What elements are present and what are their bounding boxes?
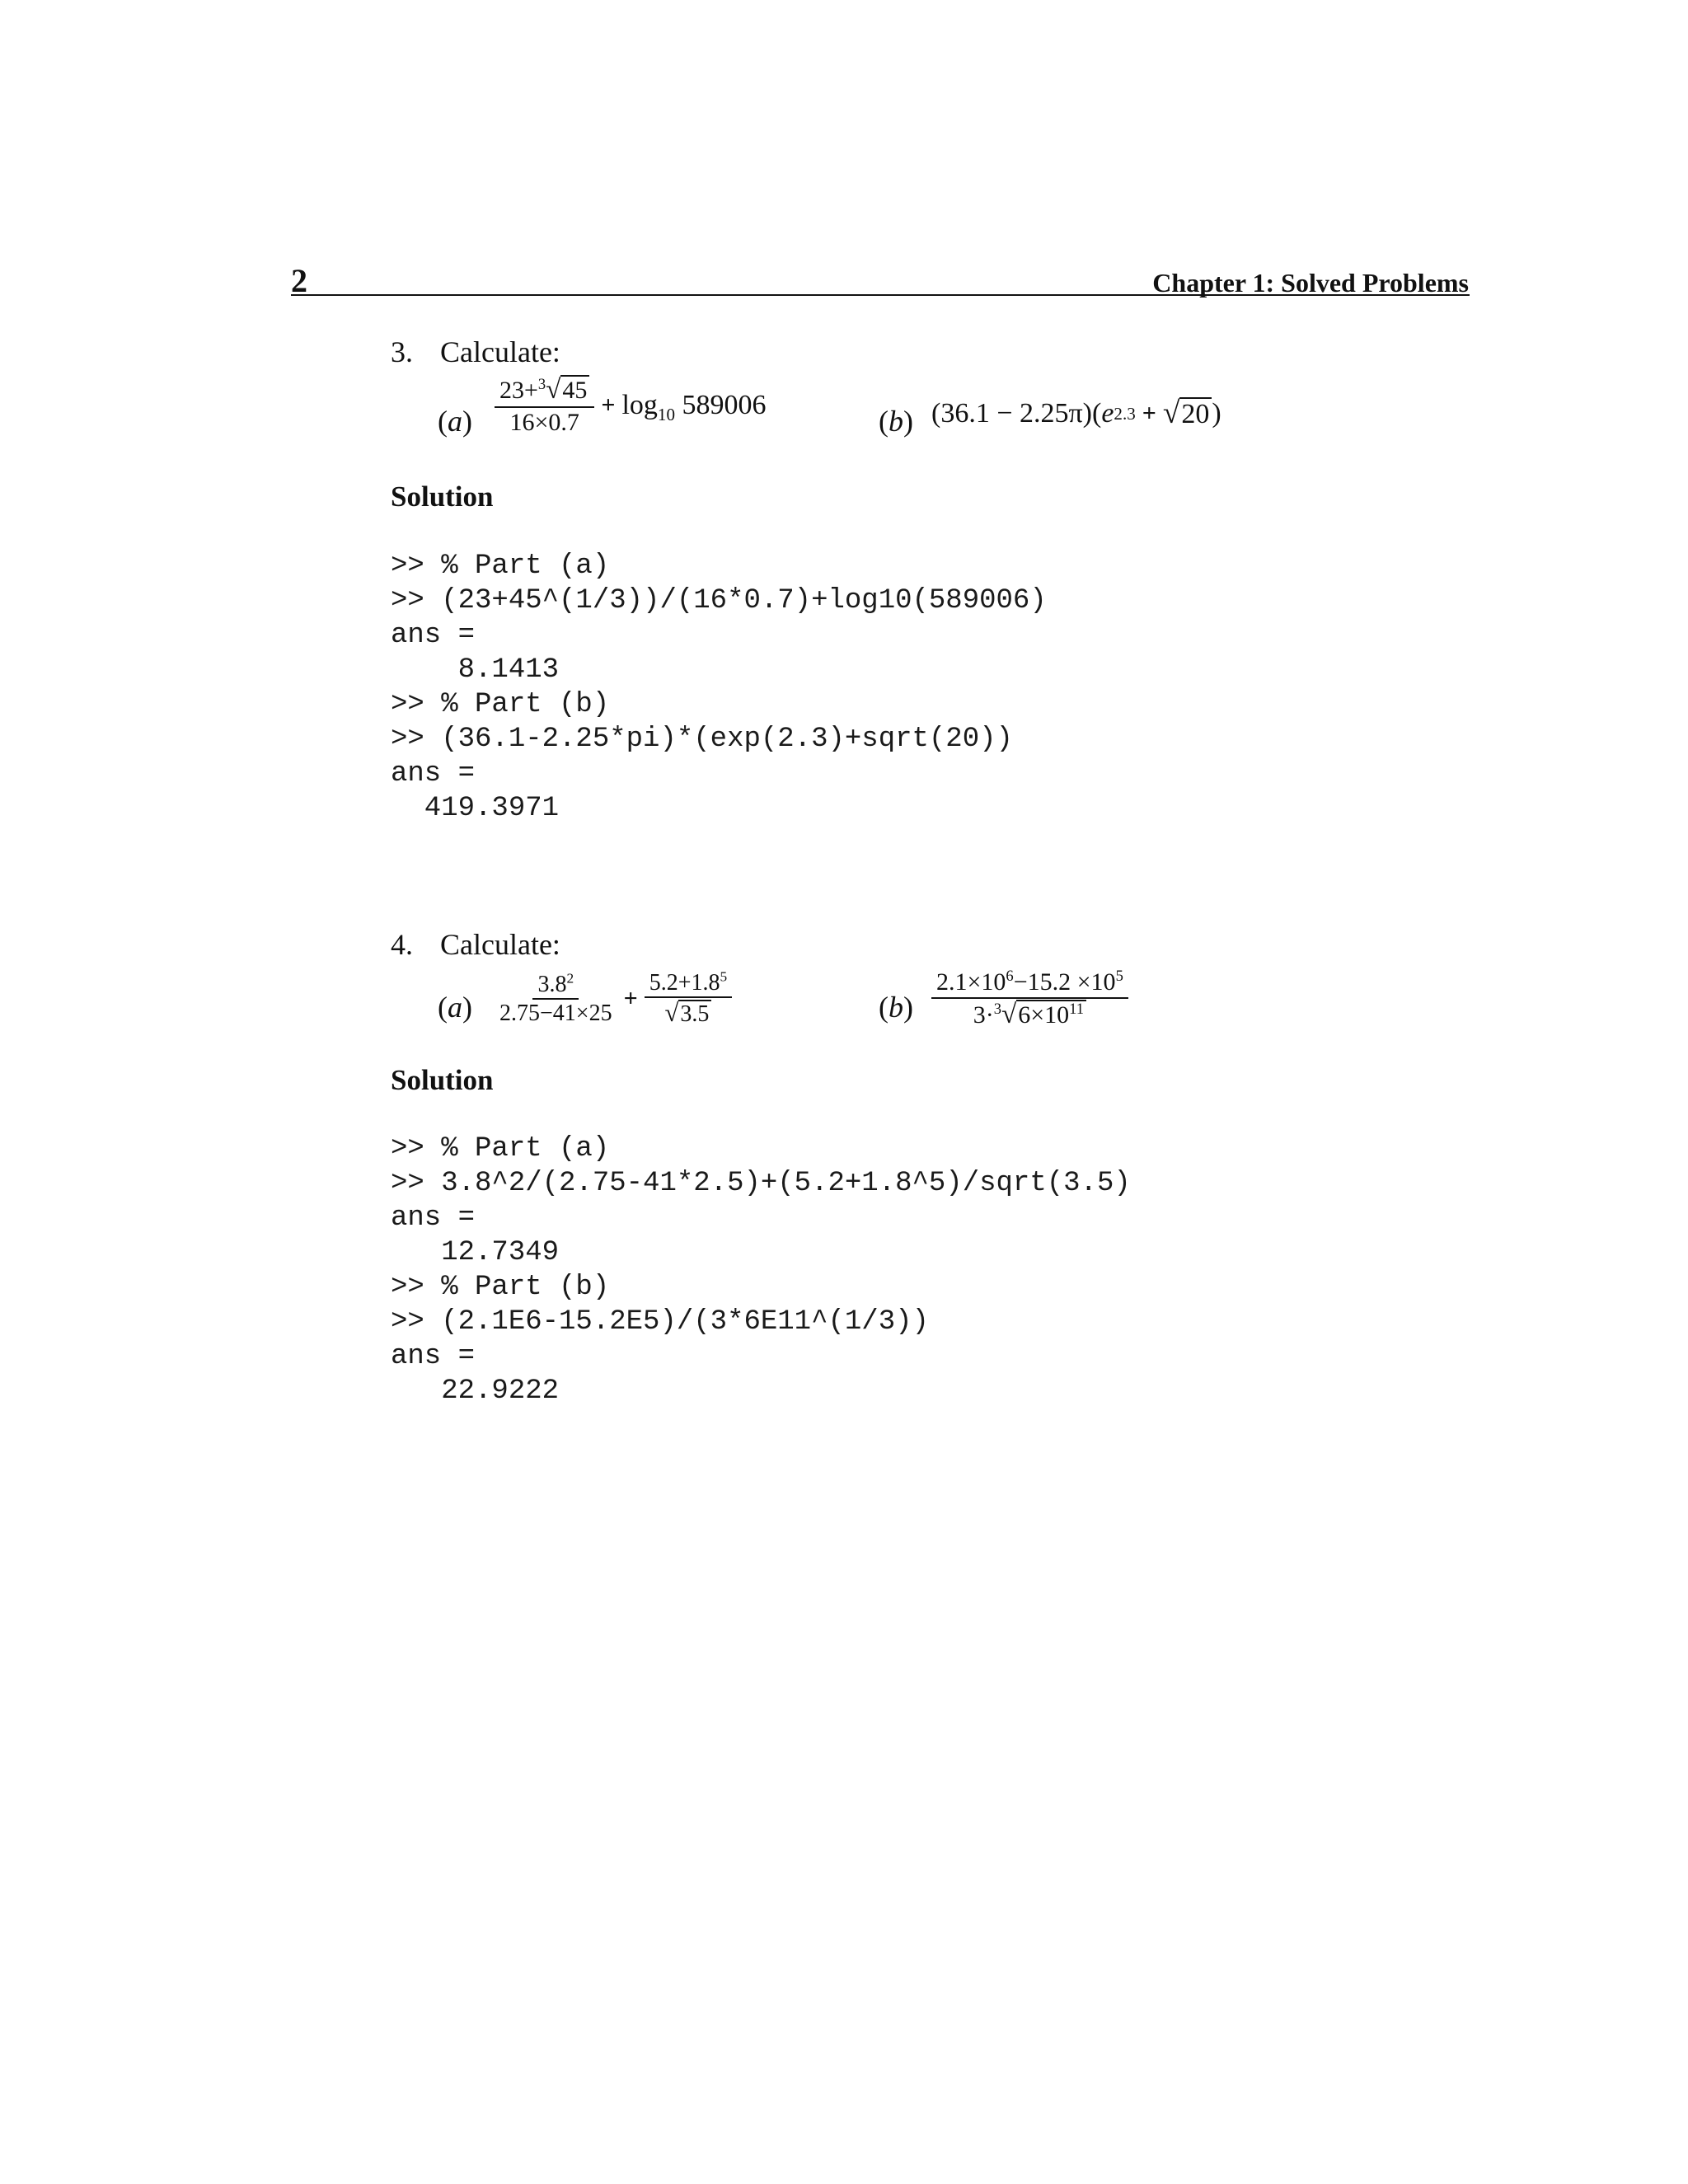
problem-3-part-b-equation: (36.1 − 2.25π)( e 2.3 + √ 20 ) <box>931 396 1221 430</box>
chapter-title: Chapter 1: Solved Problems <box>1152 268 1469 298</box>
problem-3-part-a-label: (a) <box>438 405 472 438</box>
problem-3-solution-label: Solution <box>391 480 494 513</box>
problem-4-part-a-label: (a) <box>438 991 472 1024</box>
fraction: $\frac{3.8^2}{2.75-41\times 25}$ <box>499 970 612 1026</box>
code-line: ans = <box>391 620 476 651</box>
code-line: ans = <box>391 758 476 790</box>
problem-4-part-b-equation <box>931 969 1128 1029</box>
problem-3-part-b-label: (b) <box>879 405 913 438</box>
code-line: 419.3971 <box>391 793 560 824</box>
code-line: >> (2.1E6-15.2E5)/(3*6E11^(1/3)) <box>391 1306 929 1338</box>
code-line: >> % Part (a) <box>391 551 610 582</box>
fraction: $\frac{23+^3√45}{16\times 0.7}$ <box>495 376 594 435</box>
fraction: $\frac{2.1\times 10^6-15.2 \times 10^5}{3\cdot^3√6\times 10^{11}}$ <box>931 969 1128 1029</box>
code-line: 12.7349 <box>391 1237 560 1268</box>
page-number: 2 <box>291 262 307 299</box>
code-line: 22.9222 <box>391 1376 560 1407</box>
problem-4-code-block <box>391 1132 1131 1408</box>
problem-3-part-a-equation: $\frac{23+^3√45}{16\times 0.7}$ + $\log_{10} 589006$ <box>495 376 766 435</box>
code-line: >> % Part (a) <box>391 1133 610 1165</box>
problem-3-code-block <box>391 549 1047 826</box>
problem-4-part-a-equation: $\frac{3.8^2}{2.75-41\times 25}$ + $\frac{5.2+1.8^5}{√3.5}$ <box>495 971 732 1027</box>
problem-4-number: 4. <box>391 928 413 961</box>
code-line: >> (36.1-2.25*pi)*(exp(2.3)+sqrt(20)) <box>391 724 1013 755</box>
problem-4-part-b-label: (b) <box>879 991 913 1024</box>
problem-3-number: 3. <box>391 335 413 368</box>
code-line: ans = <box>391 1341 476 1372</box>
code-line: ans = <box>391 1202 476 1234</box>
problem-3-prompt: Calculate: <box>440 335 560 368</box>
code-line: >> % Part (b) <box>391 1272 610 1303</box>
header-rule <box>291 294 1470 296</box>
problem-4-prompt: Calculate: <box>440 928 560 961</box>
code-line: >> (23+45^(1/3))/(16*0.7)+log10(589006) <box>391 585 1047 616</box>
code-line: >> 3.8^2/(2.75-41*2.5)+(5.2+1.8^5)/sqrt(3.5) <box>391 1168 1131 1199</box>
code-line: 8.1413 <box>391 654 560 686</box>
code-line: >> % Part (b) <box>391 689 610 720</box>
problem-4-solution-label: Solution <box>391 1064 494 1096</box>
fraction: $\frac{5.2+1.8^5}{√3.5}$ <box>645 971 732 1027</box>
